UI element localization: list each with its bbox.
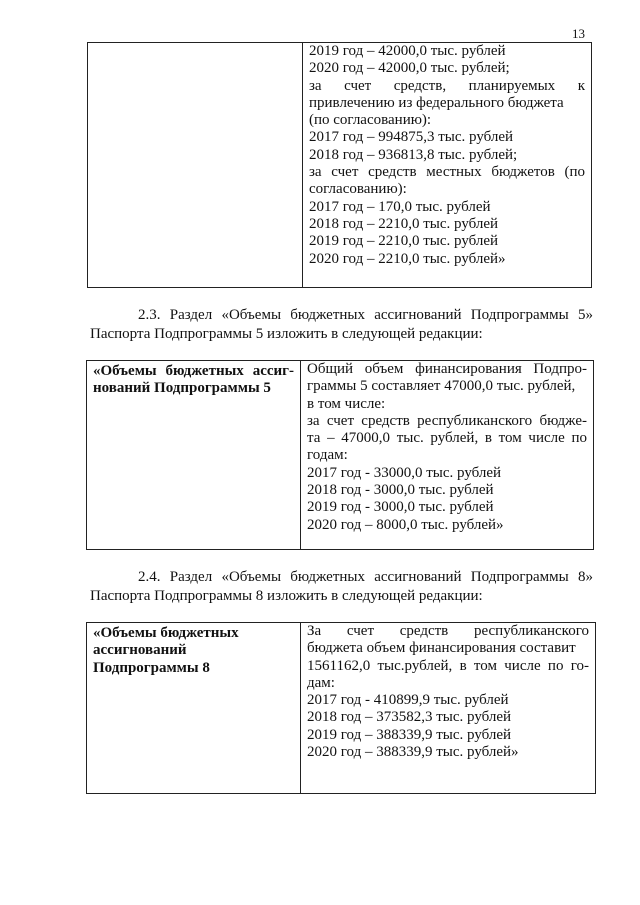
text-line: годам: (307, 447, 348, 464)
text-line: 2017 год - 33000,0 тыс. рублей (307, 464, 502, 481)
label-line: «Объемы бюджетных ассиг- (93, 363, 294, 379)
paragraph-line: Паспорта Подпрограммы 5 изложить в следующей редакции: (90, 326, 483, 342)
text-line: Общий объем финансирования Подпро- (307, 361, 587, 377)
paragraph-line: 2.3. Раздел «Объемы бюджетных ассигнований Подпрограммы 5» (138, 307, 593, 323)
section-paragraph-2-3 (90, 306, 593, 344)
text-line: За счет средств республиканского (307, 623, 589, 639)
table-row (87, 361, 594, 550)
budget-table-subprogram-8 (86, 622, 596, 794)
text-line: бюджета объем финансирования составит (307, 640, 576, 657)
text-line: 2020 год – 8000,0 тыс. рублей» (307, 516, 504, 533)
label-line: ассигнований (93, 642, 187, 659)
table-value-cell (301, 623, 596, 794)
table-label-cell (87, 623, 301, 794)
budget-table-subprogram-5 (86, 360, 594, 550)
table-row (87, 623, 596, 794)
text-line: 2020 год – 42000,0 тыс. рублей; (309, 60, 510, 77)
text-line: 2019 год – 42000,0 тыс. рублей (309, 43, 506, 59)
text-line: 2019 год – 2210,0 тыс. рублей (309, 233, 499, 250)
text-line: 2020 год – 2210,0 тыс. рублей» (309, 250, 506, 267)
text-line: 2018 год – 2210,0 тыс. рублей (309, 215, 499, 232)
paragraph-line: 2.4. Раздел «Объемы бюджетных ассигнований Подпрограммы 8» (138, 569, 593, 585)
label-line: нований Подпрограммы 5 (93, 380, 271, 397)
text-line: 2018 год - 3000,0 тыс. рублей (307, 482, 494, 499)
table-label-cell (88, 43, 303, 288)
text-line: 2019 год – 388339,9 тыс. рублей (307, 726, 512, 743)
text-line: 2018 год – 373582,3 тыс. рублей (307, 709, 512, 726)
section-paragraph-2-4 (90, 568, 593, 606)
budget-table-continuation (87, 42, 592, 288)
label-line: Подпрограммы 8 (93, 659, 210, 676)
text-line: дам: (307, 674, 335, 691)
label-line: «Объемы бюджетных (93, 625, 239, 641)
text-line: 1561162,0 тыс.рублей, в том числе по го- (307, 657, 589, 674)
text-line: за счет средств, планируемых к (309, 77, 585, 94)
text-line: за счет средств местных бюджетов (по (309, 164, 585, 181)
table-value-cell (301, 361, 594, 550)
text-line: 2020 год – 388339,9 тыс. рублей» (307, 744, 519, 761)
text-line: 2018 год – 936813,8 тыс. рублей; (309, 146, 518, 163)
text-line: граммы 5 составляет 47000,0 тыс. рублей, (307, 378, 576, 395)
page-number: 13 (572, 26, 585, 41)
text-line: согласованию): (309, 181, 407, 198)
text-line: за счет средств республиканского бюдже- (307, 412, 587, 429)
text-line: 2017 год – 170,0 тыс. рублей (309, 198, 491, 215)
text-line: (по согласованию): (309, 112, 432, 129)
table-label-cell (87, 361, 301, 550)
text-line: 2017 год – 994875,3 тыс. рублей (309, 129, 514, 146)
text-line: привлечению из федерального бюджета (309, 94, 564, 111)
table-row (88, 43, 592, 288)
text-line: 2019 год - 3000,0 тыс. рублей (307, 499, 494, 516)
table-value-cell (303, 43, 592, 288)
paragraph-line: Паспорта Подпрограммы 8 изложить в следующей редакции: (90, 588, 483, 604)
text-line: 2017 год - 410899,9 тыс. рублей (307, 692, 509, 709)
text-line: та – 47000,0 тыс. рублей, в том числе по (307, 430, 587, 447)
text-line: в том числе: (307, 395, 386, 412)
